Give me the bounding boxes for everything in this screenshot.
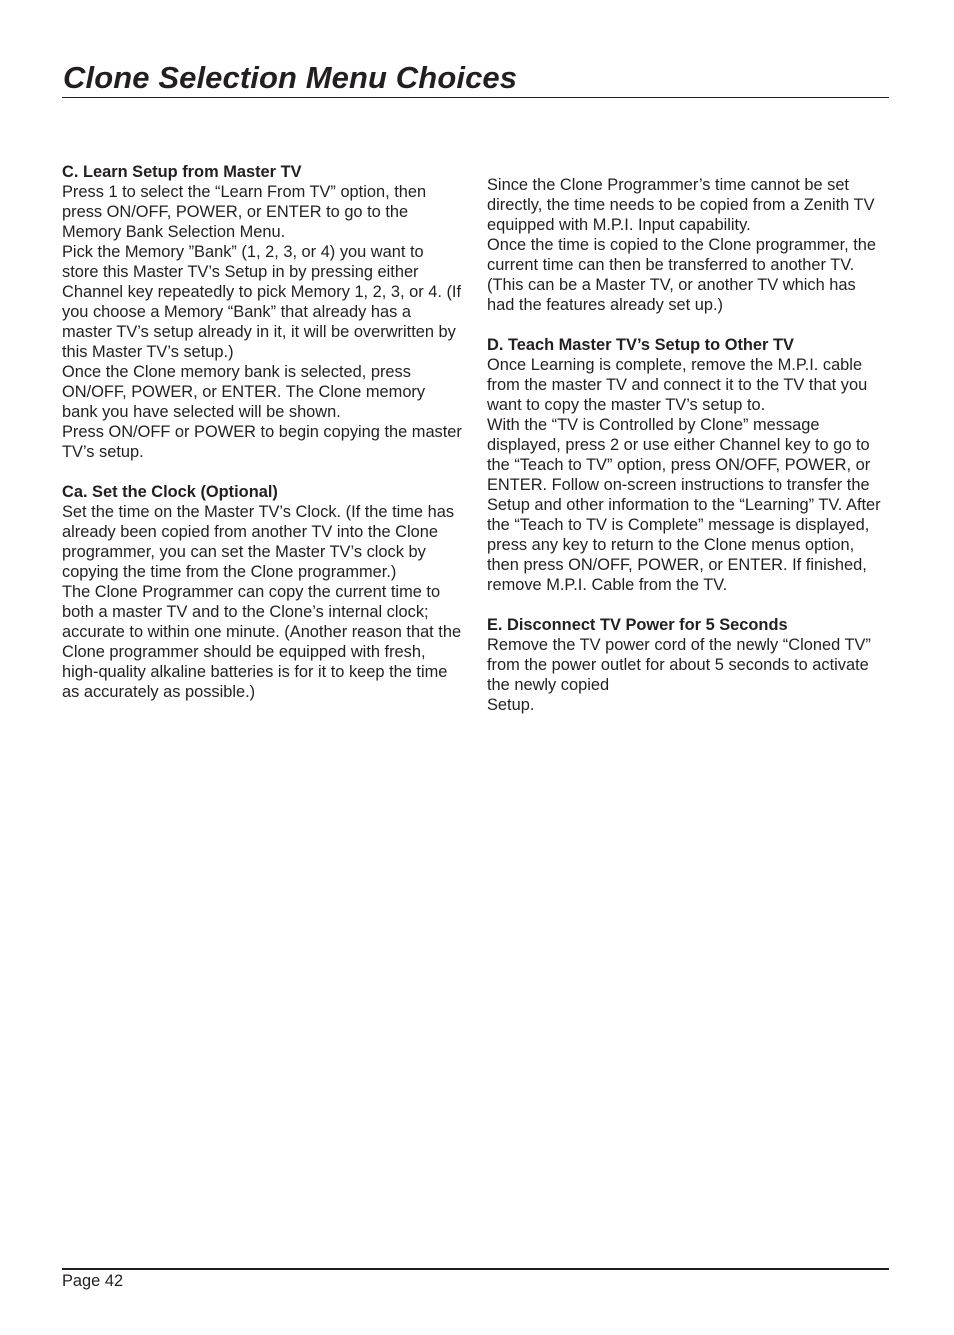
paragraph: Since the Clone Programmer’s time cannot be set directly, the time needs to be copied from a Zenith TV equipped with M.P.I. Input capability. [487, 176, 875, 234]
paragraph: Pick the Memory ”Bank” (1, 2, 3, or 4) you want to store this Master TV’s Setup in by pressing either Channel key repeatedly to pick Memory 1, 2, 3, or 4. (If you choose a Memory “Bank” that already has a master TV’s setup already in it, it will be overwritten by this Master TV’s setup.) [62, 243, 462, 361]
paragraph: Remove the TV power cord of the newly “Cloned TV” from the power outlet for about 5 seconds to activate the newly copied [487, 636, 871, 694]
left-column [62, 162, 462, 702]
paragraph: Press ON/OFF or POWER to begin copying the master TV’s setup. [62, 423, 462, 461]
section-heading: D. Teach Master TV’s Setup to Other TV [487, 336, 794, 354]
title-divider [62, 97, 889, 98]
section-heading: C. Learn Setup from Master TV [62, 163, 302, 181]
paragraph: Setup. [487, 696, 535, 714]
paragraph: Press 1 to select the “Learn From TV” option, then press ON/OFF, POWER, or ENTER to go to the Memory Bank Selection Menu. [62, 183, 427, 241]
paragraph: Once the Clone memory bank is selected, press ON/OFF, POWER, or ENTER. The Clone memory bank you have selected will be shown. [62, 363, 426, 421]
section-heading: Ca. Set the Clock (Optional) [62, 483, 278, 501]
page-title: Clone Selection Menu Choices [63, 60, 518, 95]
section-disconnect-power [487, 615, 887, 715]
footer-divider [62, 1268, 889, 1270]
page-number: Page 42 [62, 1272, 124, 1290]
paragraph: Once the time is copied to the Clone programmer, the current time can then be transferred to another TV. (This can be a Master TV, or another TV which has had the features already set up.) [487, 236, 877, 314]
section-clock-continued [487, 175, 887, 315]
section-set-clock [62, 482, 462, 702]
paragraph: With the “TV is Controlled by Clone” message displayed, press 2 or use either Channel key to go to the “Teach to TV” option, press ON/OFF, POWER, or ENTER. Follow on-screen instructions to transfer the Setup and other information to the “Learning” TV. After the “Teach to TV is Complete” message is displayed, press any key to return to the Clone menus option, then press ON/OFF, POWER, or ENTER. If finished, remove M.P.I. Cable from the TV. [487, 416, 881, 594]
section-learn-setup [62, 162, 462, 462]
section-heading: E. Disconnect TV Power for 5 Seconds [487, 616, 788, 634]
paragraph: Once Learning is complete, remove the M.P.I. cable from the master TV and connect it to the TV that you want to copy the master TV’s setup to. [487, 356, 868, 414]
section-teach-setup [487, 335, 887, 595]
right-column [487, 175, 887, 715]
paragraph: Set the time on the Master TV’s Clock. (If the time has already been copied from another TV into the Clone programmer, you can set the Master TV’s clock by copying the time from the Clone programmer.) [62, 503, 455, 581]
paragraph: The Clone Programmer can copy the current time to both a master TV and to the Clone’s internal clock; accurate to within one minute. (Another reason that the Clone programmer should be equipped with fresh, high-quality alkaline batteries is for it to keep the time as accurately as possible.) [62, 583, 462, 701]
